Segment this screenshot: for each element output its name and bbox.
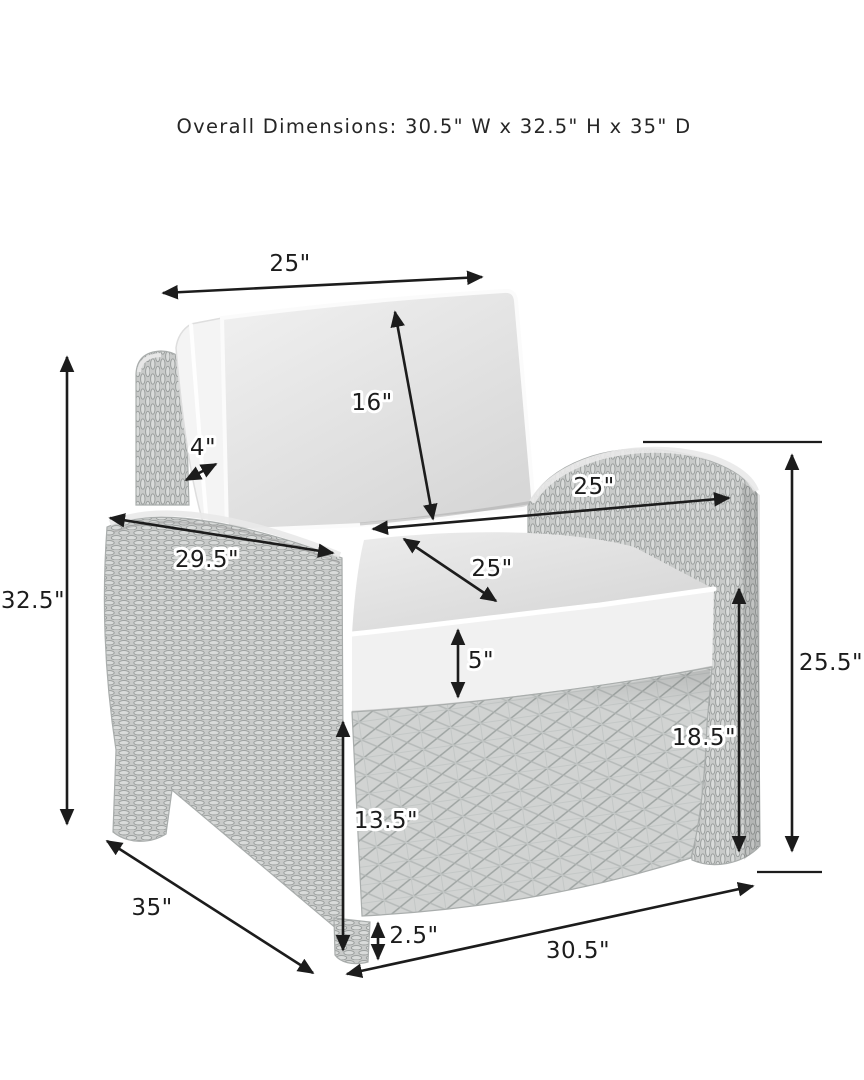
dim-label: 18.5"	[671, 725, 737, 751]
dim-label: 30.5"	[545, 938, 611, 964]
overall-dimensions-title: Overall Dimensions: 30.5" W x 32.5" H x 35" D	[176, 115, 692, 138]
left-side-panel	[104, 513, 344, 935]
dim-label: 25"	[573, 474, 615, 500]
dim-ground-clearance	[378, 923, 439, 959]
dim-label: 2.5"	[389, 923, 439, 949]
dim-label: 25.5"	[798, 650, 864, 676]
dim-label: 13.5"	[353, 808, 419, 834]
dim-label: 5"	[467, 648, 495, 674]
wicker-armchair-illustration	[104, 291, 760, 964]
dim-overall-height	[1, 357, 67, 824]
dim-arrow	[163, 277, 482, 293]
dim-label: 29.5"	[174, 547, 240, 573]
dim-back-cushion-width	[163, 251, 482, 293]
dim-label: 4"	[189, 435, 217, 461]
dim-label: 32.5"	[0, 588, 66, 614]
dim-label: 25"	[269, 251, 311, 277]
dim-label: 16"	[351, 390, 393, 416]
dim-label: 25"	[471, 556, 513, 582]
front-left-foot	[334, 918, 370, 964]
dim-label: 35"	[131, 895, 173, 921]
